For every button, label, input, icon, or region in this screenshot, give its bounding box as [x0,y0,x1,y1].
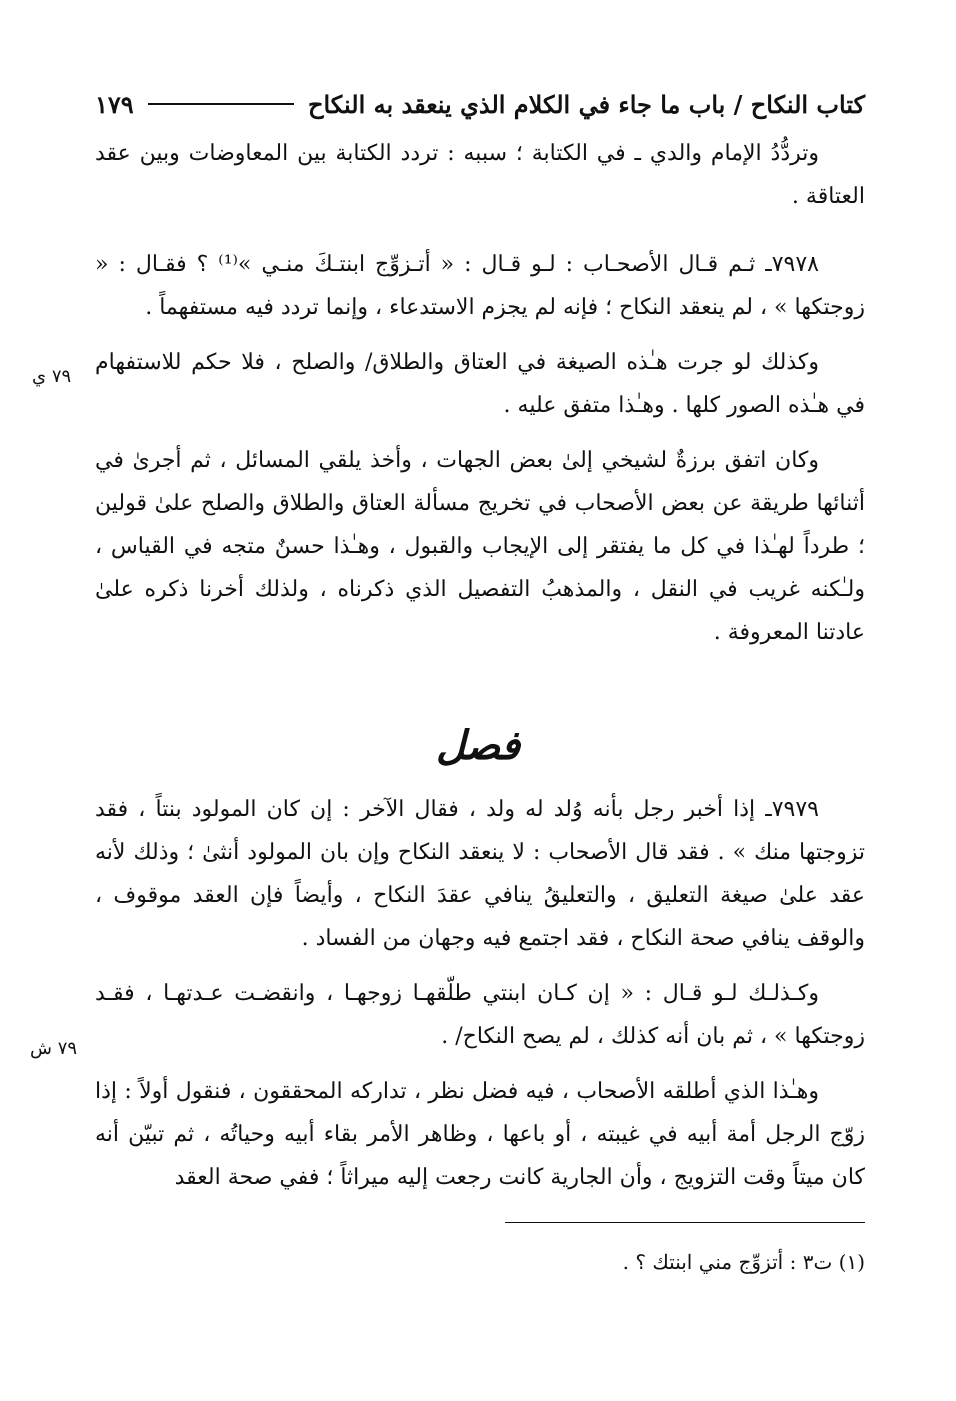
paragraph-7979: ٧٩٧٩ـ إذا أخبر رجل بأنه وُلد له ولد ، فقال الآخر : إن كان المولود بنتاً ، فقد تزوجتها منك » . فقد قال الأصحاب : لا ينعقد النكاح وإن بان المولود أنثىٰ ؛ وذلك لأنه عقد علىٰ صيغة التعليق ، والتعليقُ ينافي عقدَ النكاح ، وأيضاً فإن العقد موقوف ، والوقف ينافي صحة النكاح ، فقد اجتمع فيه وجهان من الفساد . [95,797,865,951]
section-heading-text: فصل [435,721,521,769]
paragraph: وكان اتفق برزةٌ لشيخي إلىٰ بعض الجهات ، وأخذ يلقي المسائل ، ثم أجرىٰ في أثنائها طريقة عن بعض الأصحاب في تخريج مسألة العتاق والطلاق والصلح علىٰ قولين ؛ طرداً لهـٰذا في كل ما يفتقر إلى الإيجاب والقبول ، وهـٰذا حسنٌ متجه في القياس ، ولـٰكنه غريب في النقل ، والمذهبُ التفصيل الذي ذكرناه ، ولذلك أخرنا ذكره علىٰ عادتنا المعروفة . [95,448,865,645]
header-rule [148,103,294,105]
paragraph: وتردُّدُ الإمام والدي ـ في الكتابة ؛ سببه : تردد الكتابة بين المعاوضات وبين عقد العتاقة . [95,141,865,209]
body-text-top [95,132,865,666]
paragraph: وكذلك لو جرت هـٰذه الصيغة في العتاق والطلاق/ والصلح ، فلا حكم للاستفهام في هـٰذه الصور كلها . وهـٰذا متفق عليه . [95,350,865,418]
paragraph-7978: ٧٩٧٨ـ ثـم قـال الأصحـاب : لـو قـال : « أتـزوِّج ابنتـكَ منـي »⁽¹⁾ ؟ فقـال : « زوجتكها » ، لم ينعقد النكاح ؛ فإنه لم يجزم الاستدعاء ، وإنما تردد فيه مستفهماً . [95,252,865,320]
margin-reference: ٧٩ ي [32,366,72,387]
section-heading [378,710,578,780]
body-text-bottom [95,788,865,1211]
footnote-rule [505,1222,865,1223]
header-title: كتاب النكاح / باب ما جاء في الكلام الذي ينعقد به النكاح [307,89,865,119]
margin-reference: ٧٩ ش [30,1038,78,1059]
paragraph: وهـٰذا الذي أطلقه الأصحاب ، فيه فضل نظر ، تداركه المحققون ، فنقول أولاً : إذا زوّج الرجل أمة أبيه في غيبته ، أو باعها ، وظاهر الأمر بقاء أبيه وحياتُه ، ثم تبيّن أنه كان ميتاً وقت التزويج ، وأن الجارية كانت رجعت إليه ميراثاً ؛ ففي صحة العقد [95,1079,865,1190]
page-number: ١٧٩ [95,89,134,119]
paragraph: وكـذلـك لـو قـال : « إن كـان ابنتي طلّقهـا زوجهـا ، وانقضـت عـدتهـا ، فقـد زوجتكها » ، ثم بان أنه كذلك ، لم يصح النكاح/ . [95,981,865,1049]
footnote: (١) ت٣ : أتزوِّج مني ابنتك ؟ . [622,1250,865,1274]
running-header [95,84,865,124]
